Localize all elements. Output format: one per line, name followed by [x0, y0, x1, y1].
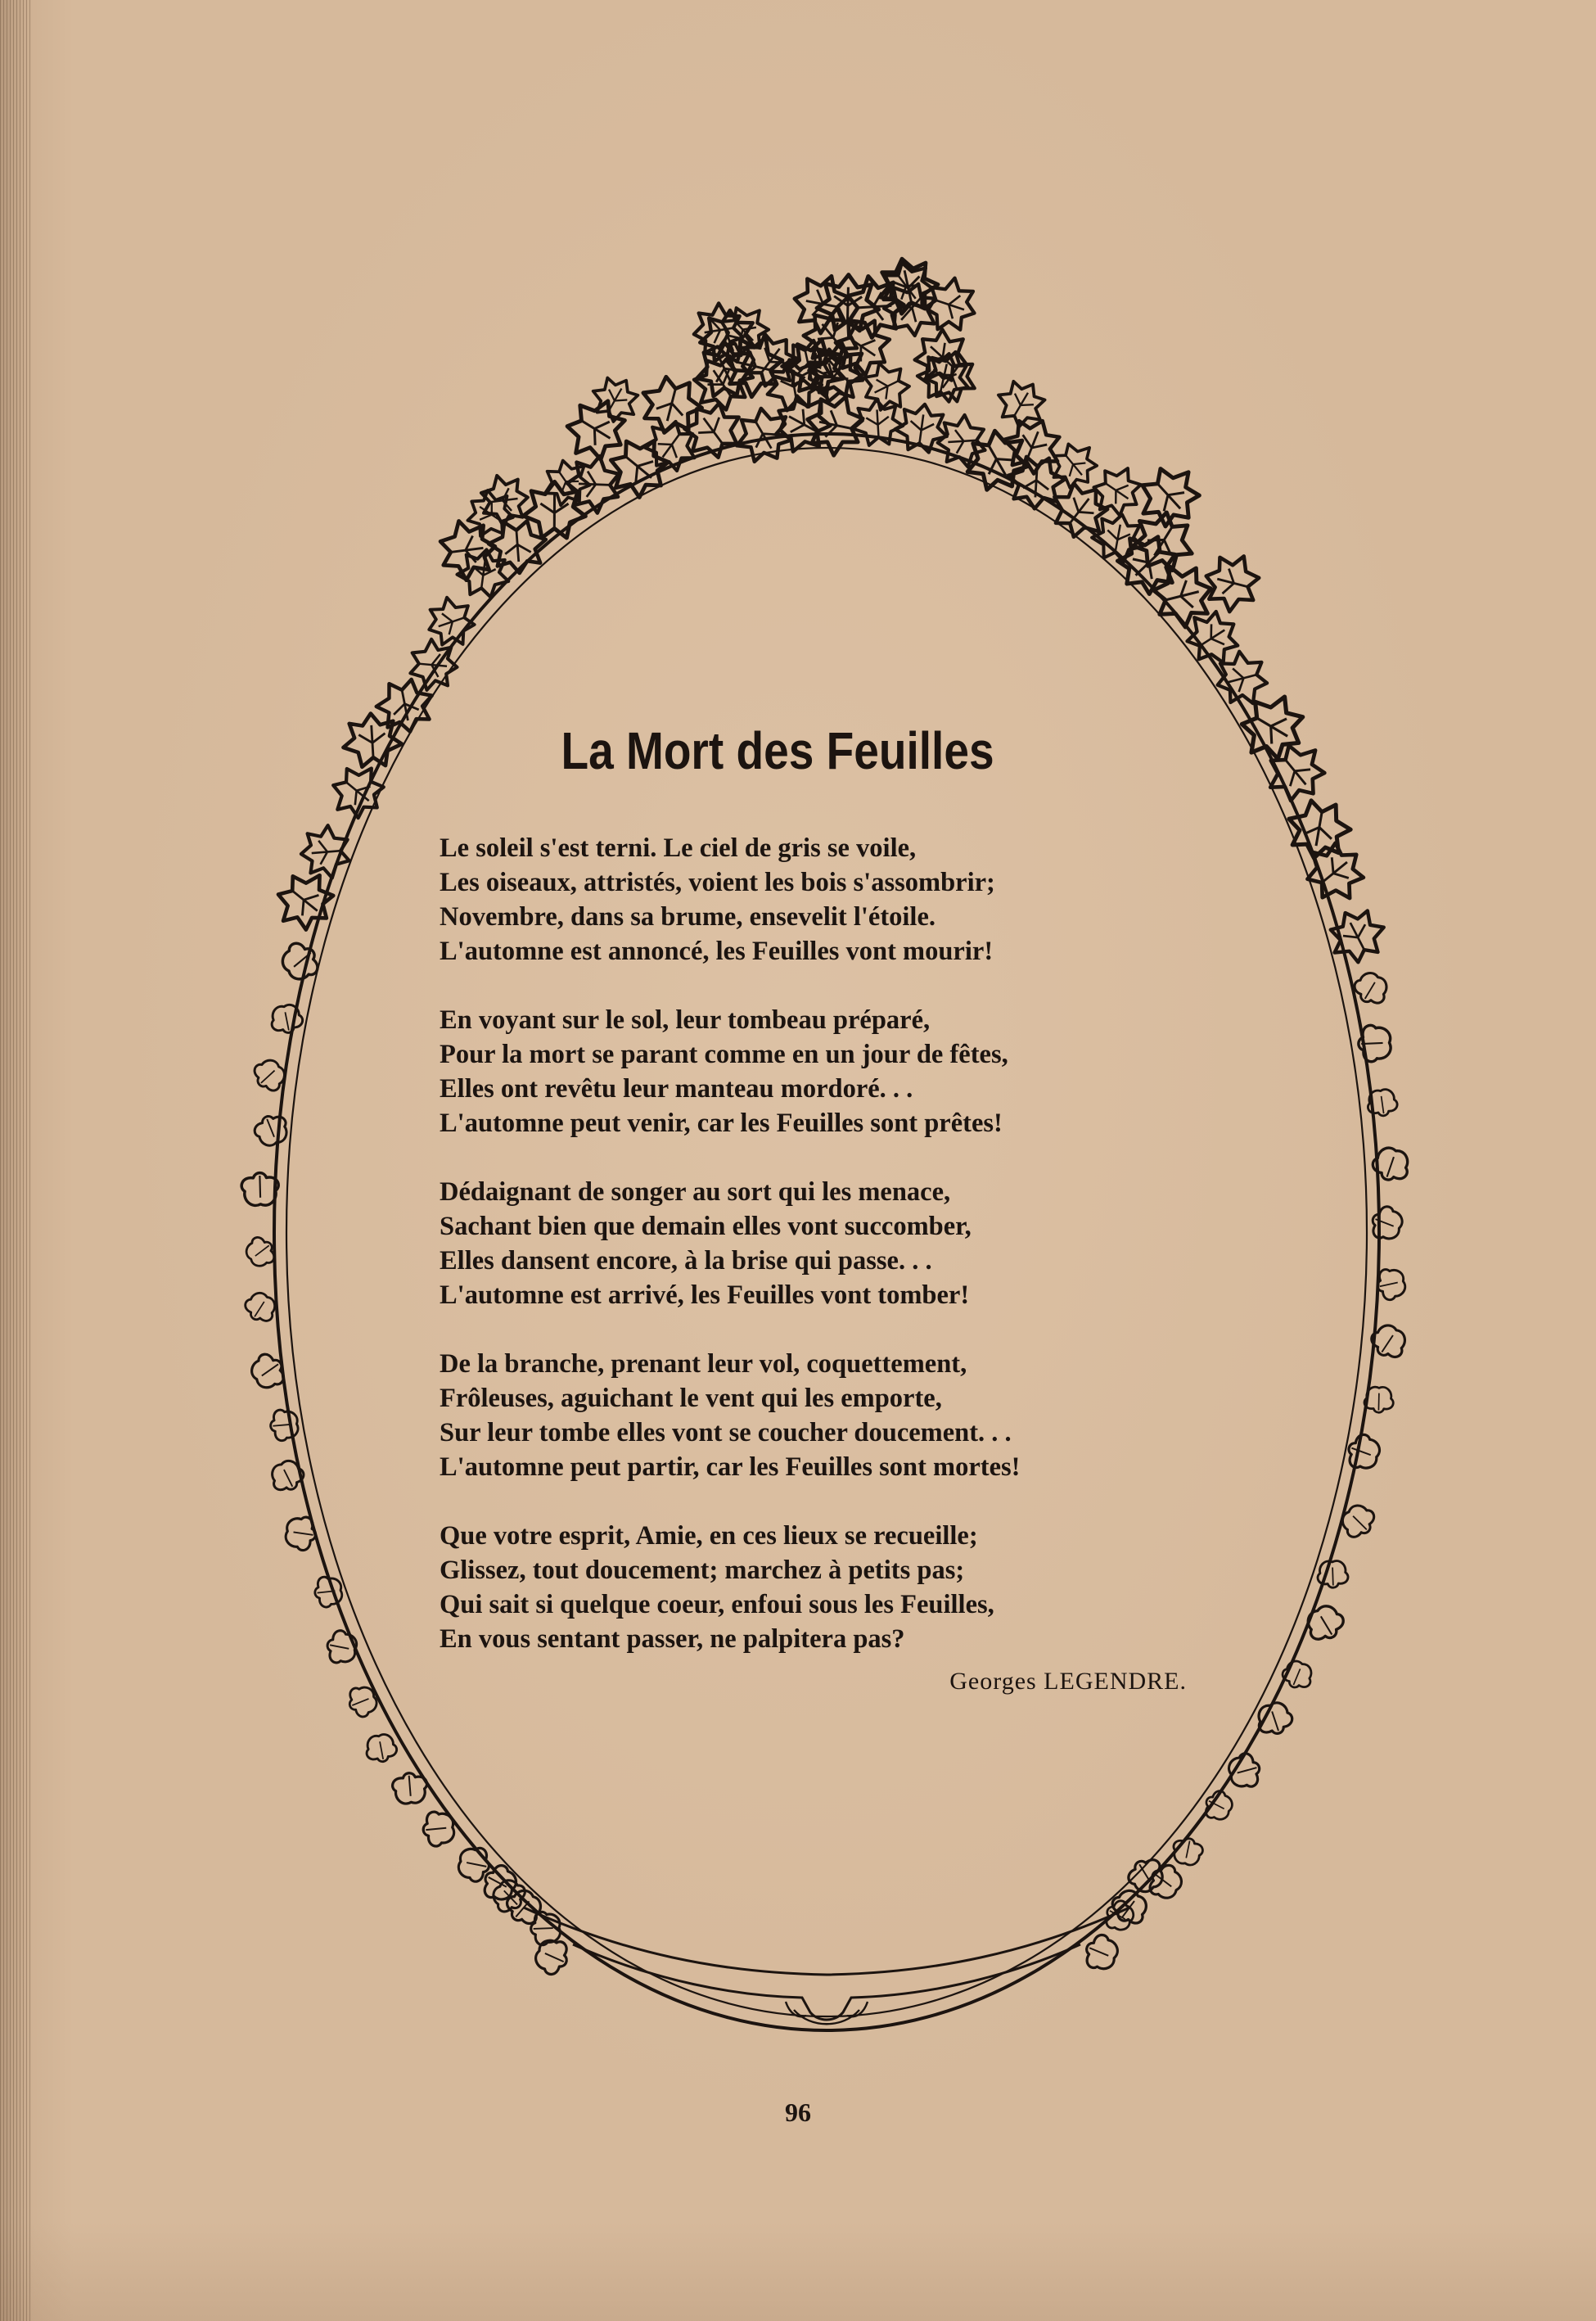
- poem-line: Le soleil s'est terni. Le ciel de gris se voile,: [440, 833, 917, 863]
- poem-line: Frôleuses, aguichant le vent qui les emporte,: [440, 1384, 942, 1413]
- poem-line: L'automne peut venir, car les Feuilles sont prêtes!: [440, 1109, 1003, 1138]
- poem-line: L'automne est annoncé, les Feuilles vont mourir!: [440, 937, 994, 966]
- poem-line: L'automne peut partir, car les Feuilles sont mortes!: [440, 1452, 1021, 1482]
- poem-line: Que votre esprit, Amie, en ces lieux se recueille;: [440, 1521, 978, 1551]
- leaf-ornament: [1364, 1387, 1394, 1413]
- poem-line: En vous sentant passer, ne palpitera pas?: [440, 1624, 905, 1654]
- leaf-ornament: [241, 1172, 279, 1206]
- leaf-ornament: [455, 546, 512, 599]
- poem-line: Elles ont revêtu leur manteau mordoré. . .: [440, 1074, 913, 1104]
- leaf-ornament: [480, 472, 531, 528]
- leaf-ornament: [269, 1408, 299, 1441]
- poem-line: L'automne est arrivé, les Feuilles vont tomber!: [440, 1280, 970, 1310]
- leaf-ornament: [391, 1772, 428, 1804]
- poem-line: Dédaignant de songer au sort qui les menace,: [440, 1177, 951, 1207]
- leaf-ornament: [284, 1515, 318, 1551]
- leaf-ornament: [422, 1810, 455, 1847]
- stanza-3: [440, 1175, 1242, 1312]
- poem-line: Qui sait si quelque coeur, enfoui sous les Feuilles,: [440, 1590, 994, 1619]
- poem-line: Les oiseaux, attristés, voient les bois s'assombrir;: [440, 868, 995, 897]
- leaf-ornament: [1343, 1431, 1383, 1474]
- stanza-1: [440, 831, 1242, 969]
- leaf-ornament: [251, 1111, 292, 1149]
- page-number: 96: [785, 2097, 811, 2127]
- leaf-ornament: [1301, 1601, 1348, 1646]
- bottom-cartouche: [524, 1908, 1129, 2024]
- leaf-ornament: [1358, 1024, 1391, 1062]
- poem-line: Elles dansent encore, à la brise qui passe. . .: [440, 1246, 932, 1276]
- leaf-ornament: [313, 1575, 343, 1608]
- poem-line: De la branche, prenant leur vol, coquettement,: [440, 1349, 967, 1379]
- leaf-ornament: [1143, 1860, 1187, 1904]
- poem-line: En voyant sur le sol, leur tombeau préparé,: [440, 1005, 931, 1035]
- leaf-ornament: [1254, 1700, 1296, 1739]
- leaf-ornament: [372, 676, 438, 737]
- poem-line: Pour la mort se parant comme en un jour de fêtes,: [440, 1040, 1008, 1069]
- leaf-ornament: [904, 319, 977, 393]
- leaf-ornament: [1199, 549, 1264, 617]
- poem-title: La Mort des Feuilles: [561, 721, 994, 780]
- leaf-ornament: [323, 756, 394, 829]
- poem-line: Novembre, dans sa brume, ensevelit l'étoile.: [440, 902, 936, 932]
- leaf-ornament: [1337, 1500, 1380, 1543]
- leaf-ornament: [299, 824, 350, 880]
- leaf-ornament: [277, 937, 325, 987]
- poem-body: [440, 831, 1242, 1691]
- leaf-ornament: [501, 1885, 547, 1930]
- poem-line: Sur leur tombe elles vont se coucher doucement. . .: [440, 1418, 1012, 1447]
- stanza-5: [440, 1519, 1242, 1656]
- stanza-4: [440, 1347, 1242, 1484]
- leaf-ornament: [1317, 1560, 1348, 1588]
- leaf-ornament: [1257, 734, 1336, 812]
- poem-line: Glissez, tout doucement; marchez à petits pas;: [440, 1556, 965, 1585]
- leaf-ornament: [1367, 1203, 1405, 1244]
- author-signature: Georges LEGENDRE.: [949, 1668, 1187, 1695]
- leaf-ornament: [341, 711, 403, 768]
- leaf-ornament: [585, 368, 647, 428]
- leaf-ornament: [268, 1003, 304, 1036]
- leaf-ornament: [1170, 1836, 1205, 1867]
- stanza-2: [440, 1003, 1242, 1140]
- poem-line: Sachant bien que demain elles vont succomber,: [440, 1212, 972, 1241]
- leaf-ornament: [363, 1732, 398, 1764]
